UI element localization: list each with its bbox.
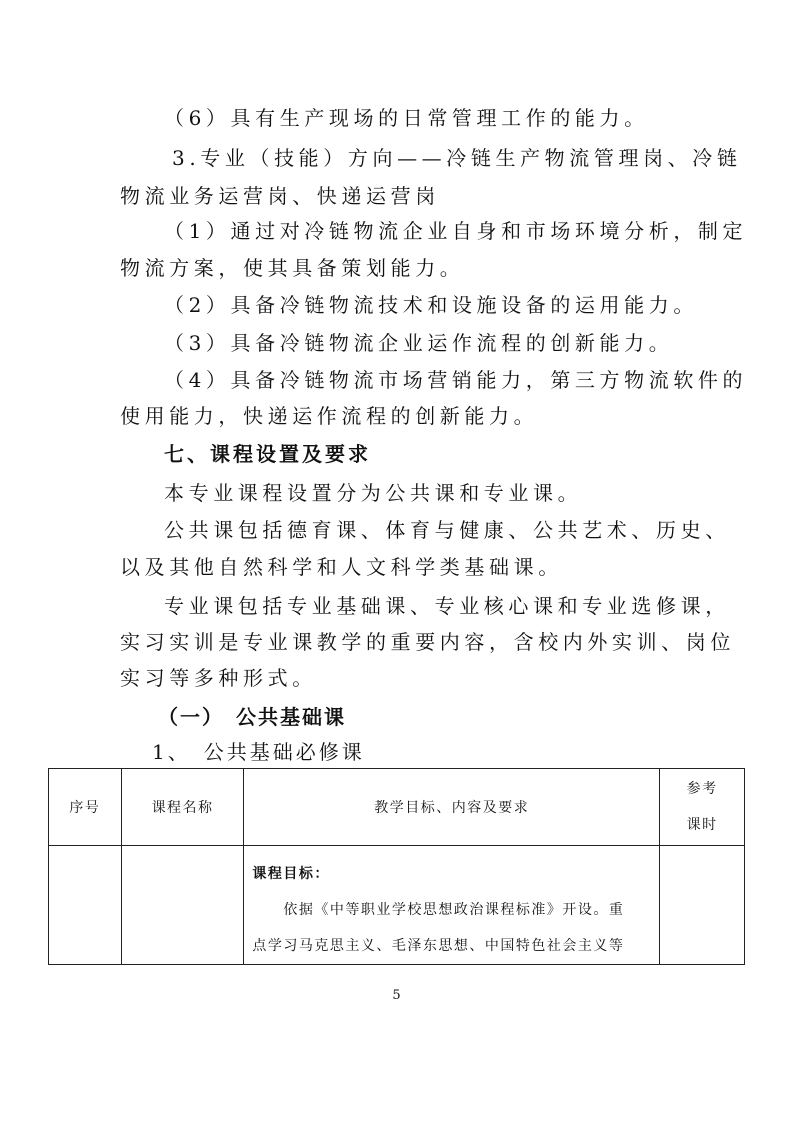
paragraph-direction-3-line2: 物流业务运营岗、快递运营岗 bbox=[120, 184, 440, 208]
paragraph-direction-3-line1: 3.专业（技能）方向——冷链生产物流管理岗、冷链 bbox=[172, 146, 742, 170]
table-header-row bbox=[49, 769, 745, 846]
course-table bbox=[48, 768, 745, 965]
paragraph-public-courses-line2: 以及其他自然科学和人文科学类基础课。 bbox=[120, 555, 563, 579]
paragraph-course-overview: 本专业课程设置分为公共课和专业课。 bbox=[164, 481, 583, 505]
cell-course-name bbox=[121, 846, 244, 965]
page-number: 5 bbox=[392, 988, 401, 1003]
paragraph-ability-1-line1: （1）通过对冷链物流企业自身和市场环境分析，制定 bbox=[164, 219, 748, 243]
header-hours bbox=[660, 769, 745, 846]
paragraph-major-courses-line2: 实习实训是专业课教学的重要内容，含校内外实训、岗位 bbox=[120, 630, 735, 654]
subheading-public-basic: （一） 公共基础课 bbox=[158, 705, 346, 729]
course-goal-line1: 依据《中等职业学校思想政治课程标准》开设。重 bbox=[283, 902, 625, 918]
header-content: 教学目标、内容及要求 bbox=[244, 769, 660, 846]
cell-hours bbox=[660, 846, 745, 965]
cell-seq bbox=[49, 846, 122, 965]
paragraph-ability-6: （6）具有生产现场的日常管理工作的能力。 bbox=[164, 106, 649, 130]
paragraph-ability-4-line1: （4）具备冷链物流市场营销能力，第三方物流软件的 bbox=[164, 368, 748, 392]
cell-content bbox=[244, 846, 660, 965]
paragraph-major-courses-line3: 实习等多种形式。 bbox=[120, 666, 317, 690]
section-heading: 七、课程设置及要求 bbox=[164, 442, 371, 466]
course-goal-label: 课程目标： bbox=[252, 866, 330, 882]
paragraph-ability-4-line2: 使用能力，快递运作流程的创新能力。 bbox=[120, 404, 539, 428]
paragraph-public-courses-line1: 公共课包括德育课、体育与健康、公共艺术、历史、 bbox=[164, 518, 730, 542]
header-hours-line2: 课时 bbox=[686, 817, 718, 833]
paragraph-ability-2: （2）具备冷链物流技术和设施设备的运用能力。 bbox=[164, 293, 698, 317]
header-course-name: 课程名称 bbox=[121, 769, 244, 846]
paragraph-ability-1-line2: 物流方案，使其具备策划能力。 bbox=[120, 256, 465, 280]
paragraph-ability-3: （3）具备冷链物流企业运作流程的创新能力。 bbox=[164, 331, 674, 355]
header-seq: 序号 bbox=[49, 769, 122, 846]
header-hours-line1: 参考 bbox=[686, 781, 718, 797]
table-row bbox=[49, 846, 745, 965]
sub-item-required-courses: 1、 公共基础必修课 bbox=[152, 740, 365, 764]
paragraph-major-courses-line1: 专业课包括专业基础课、专业核心课和专业选修课， bbox=[164, 594, 730, 618]
course-goal-line2: 点学习马克思主义、毛泽东思想、中国特色社会主义等 bbox=[252, 938, 625, 954]
